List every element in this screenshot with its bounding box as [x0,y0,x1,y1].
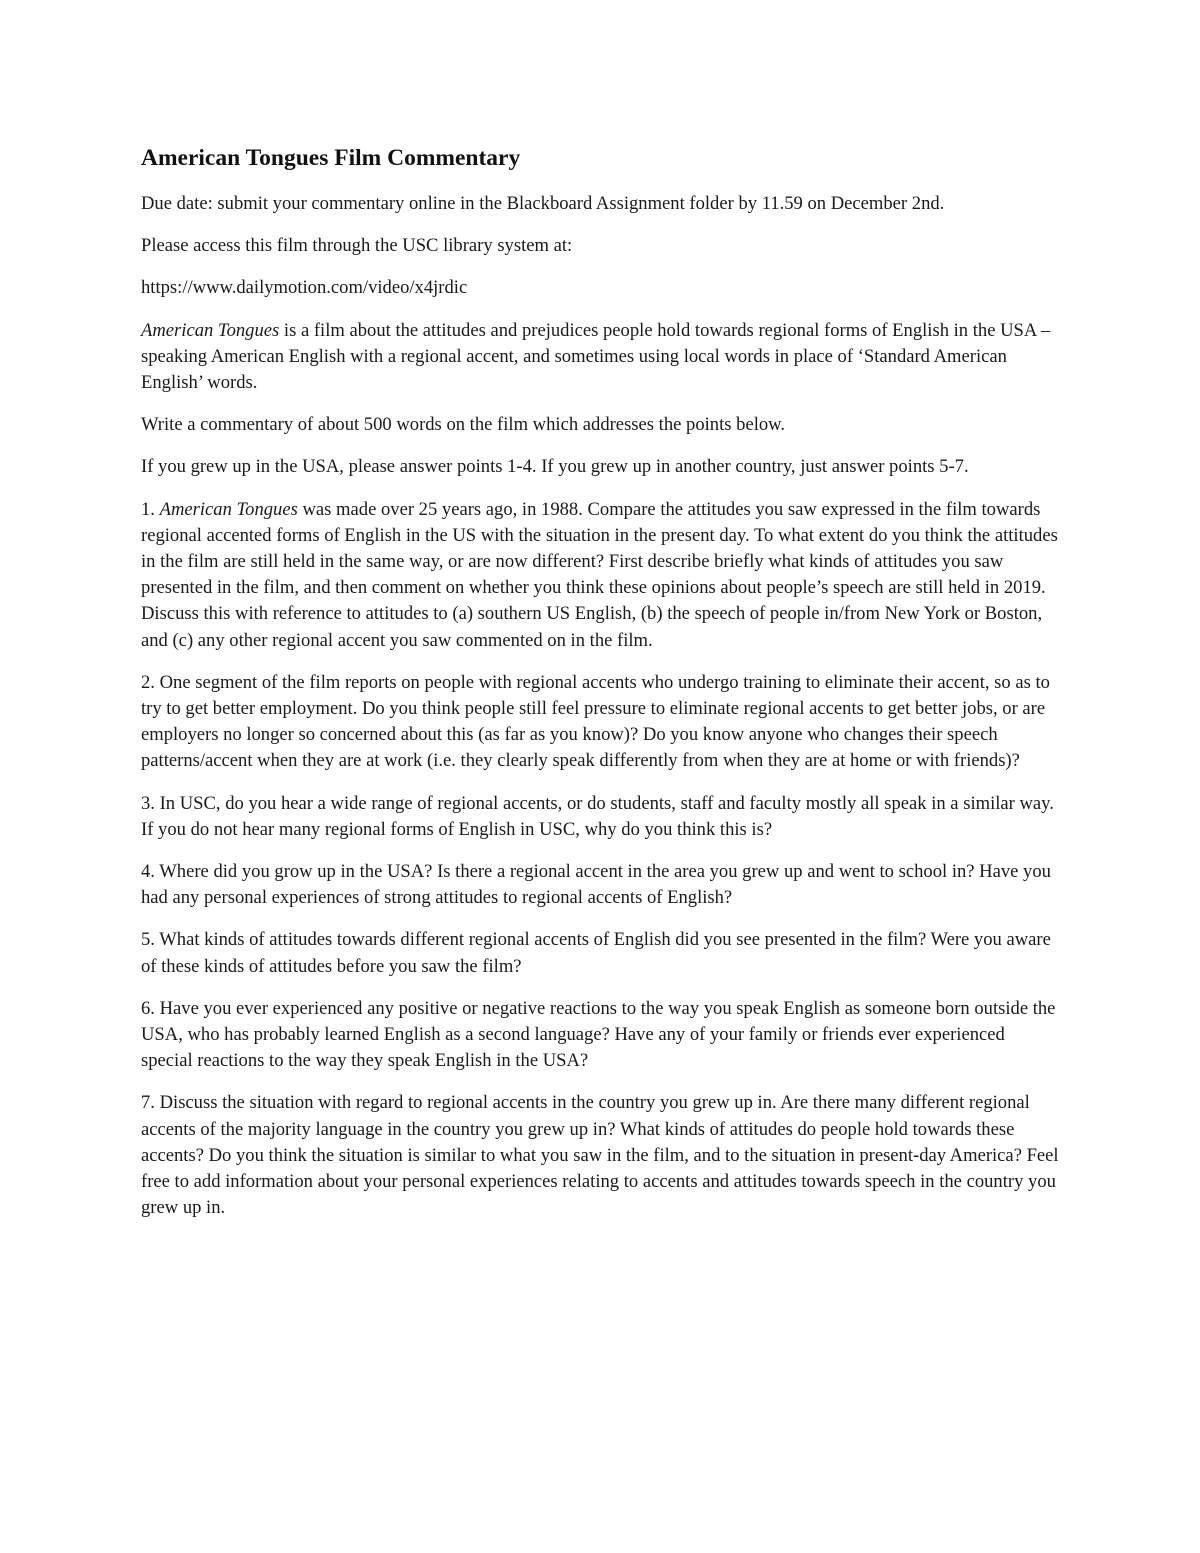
document-body [141,142,1059,1238]
point-7: 7. Discuss the situation with regard to regional accents in the country you grew up in. Are there many different regional accents of the majority language in the country you grew up in? What kinds of attitudes do people hold towards these accents? Do you think the situation is similar to what you saw in the film, and to the situation in present-day America? Feel free to add information about your personal experiences relating to accents and attitudes towards speech in the country you grew up in. [141,1092,1059,1219]
intro-text: is a film about the attitudes and prejudices people hold towards regional forms of English in the USA – speaking American English with a regional accent, and sometimes using local words in place of ‘Standard American English’ words. [141,319,1051,394]
point-2: 2. One segment of the film reports on people with regional accents who undergo training to eliminate their accent, so as to try to get better employment. Do you think people still feel pressure to eliminate regional accents to get better jobs, or are employers no longer so concerned about this (as far as you know)? Do you know anyone who changes their speech patterns/accent when they are at work (i.e. they clearly speak differently from when they are at home or with friends)? [141,671,1050,772]
film-url: https://www.dailymotion.com/video/x4jrdic [141,277,468,299]
instruction-paragraph: Write a commentary of about 500 words on the film which addresses the points below. [141,414,786,436]
points-note-paragraph: If you grew up in the USA, please answer points 1-4. If you grew up in another country, just answer points 5-7. [141,456,969,478]
film-title-italic: American Tongues [141,319,280,341]
point-6: 6. Have you ever experienced any positive or negative reactions to the way you speak English as someone born outside the USA, who has probably learned English as a second language? Have any of your family or friends ever experienced special reactions to the way they speak English in the USA? [141,997,1056,1072]
intro-paragraph [141,318,1059,397]
due-date-paragraph: Due date: submit your commentary online in the Blackboard Assignment folder by 11.59 on December 2nd. [141,193,945,214]
point-4: 4. Where did you grow up in the USA? Is there a regional accent in the area you grew up and went to school in? Have you had any personal experiences of strong attitudes to regional accents of English? [141,861,1051,909]
point-5: 5. What kinds of attitudes towards different regional accents of English did you see presented in the film? Were you aware of these kinds of attitudes before you saw the film? [141,929,1051,977]
point-1 [141,497,1059,654]
point-1-number: 1. [141,498,160,520]
point-3: 3. In USC, do you hear a wide range of regional accents, or do students, staff and faculty mostly all speak in a similar way. If you do not hear many regional forms of English in USC, why do you think this is? [141,792,1054,840]
document-title: American Tongues Film Commentary [141,145,521,171]
point-1-film-title: American Tongues [159,498,298,520]
access-paragraph: Please access this film through the USC library system at: [141,235,573,257]
point-1-text: was made over 25 years ago, in 1988. Compare the attitudes you saw expressed in the film towards regional accented forms of English in the US with the situation in the present day. To what extent do you think the attitudes in the film are still held in the same way, or are now different? First describe briefly what kinds of attitudes you saw presented in the film, and then comment on whether you think these opinions about people’s speech are still held in 2019. Discuss this with reference to attitudes to (a) southern US English, (b) the speech of people in/from New York or Boston, and (c) any other regional accent you saw commented on in the film. [141,498,1058,651]
